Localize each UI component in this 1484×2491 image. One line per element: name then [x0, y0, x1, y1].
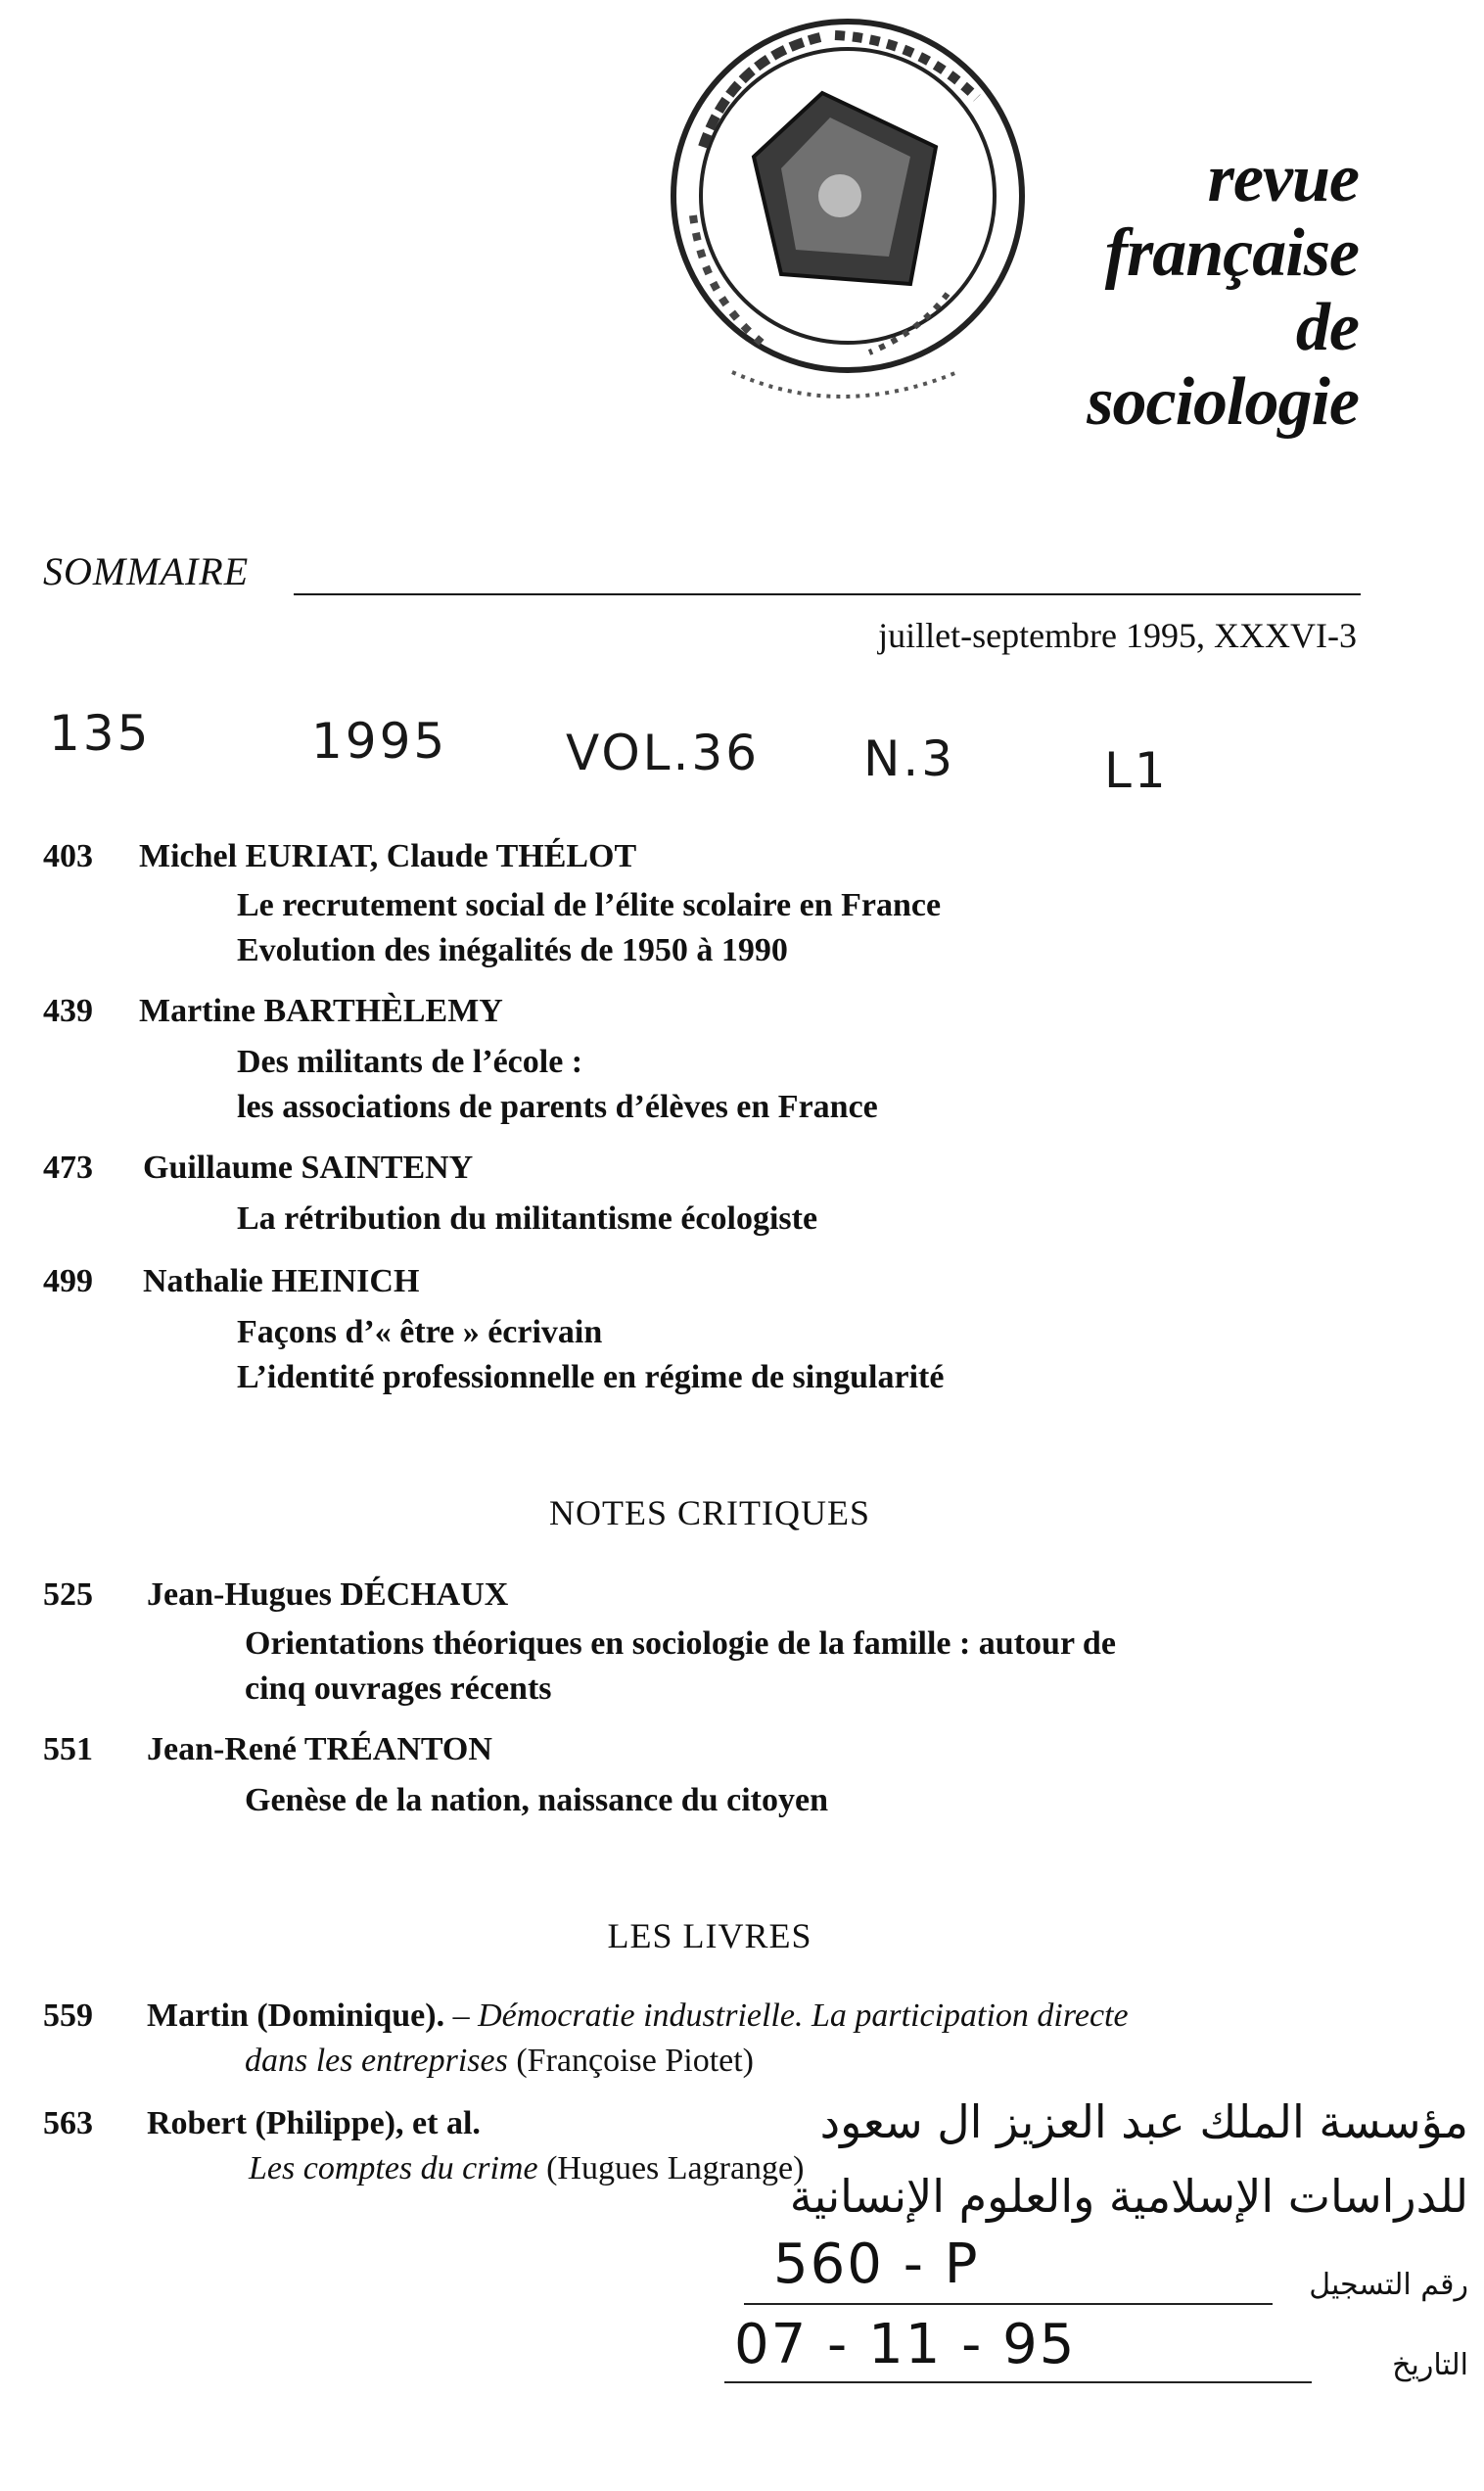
journal-title-line: sociologie	[1087, 364, 1359, 440]
article-page-number: 473	[43, 1150, 93, 1186]
handwritten-shelf: L1	[1104, 742, 1169, 799]
registration-date: 07 - 11 - 95	[734, 2313, 1077, 2376]
book-review-line	[249, 2150, 804, 2187]
article-title	[237, 1310, 1363, 1400]
library-subtitle: للدراسات الإسلامية والعلوم الإنسانية	[789, 2170, 1468, 2223]
book-page-number: 563	[43, 2105, 93, 2141]
section-heading-notes-critiques: NOTES CRITIQUES	[549, 1493, 870, 1532]
book-author: Robert (Philippe), et al.	[147, 2105, 481, 2141]
article-title-line: L’identité professionnelle en régime de singularité	[237, 1359, 945, 1395]
book-title: Les comptes du crime	[249, 2150, 538, 2186]
article-author: Michel EURIAT, Claude THÉLOT	[139, 838, 637, 874]
date-underline	[724, 2381, 1312, 2383]
sommaire-rule	[294, 593, 1361, 595]
book-author: Martin (Dominique).	[147, 1998, 445, 2034]
note-title	[245, 1622, 1370, 1712]
article-title-line: les associations de parents d’élèves en France	[237, 1089, 878, 1125]
article-title	[237, 1197, 1363, 1242]
section-heading-les-livres: LES LIVRES	[607, 1916, 812, 1955]
note-author: Jean-Hugues DÉCHAUX	[147, 1576, 509, 1613]
sommaire-heading: SOMMAIRE	[43, 549, 250, 593]
book-reviewer: (Hugues Lagrange)	[537, 2150, 805, 2186]
article-title	[237, 1040, 1363, 1130]
book-page-number: 559	[43, 1998, 93, 2034]
issue-date: juillet-septembre 1995, XXXVI-3	[878, 616, 1357, 655]
journal-title-line: revue	[1207, 141, 1359, 216]
handwritten-number: 135	[49, 705, 152, 762]
article-author: Nathalie HEINICH	[143, 1263, 420, 1299]
journal-title-line: française	[1104, 215, 1359, 291]
article-title-line: Façons d’« être » écrivain	[237, 1314, 603, 1350]
handwritten-issue: N.3	[863, 730, 956, 787]
note-title-line: cinq ouvrages récents	[245, 1670, 552, 1707]
book-reviewer: (Françoise Piotet)	[507, 2043, 755, 2079]
note-page-number: 525	[43, 1576, 93, 1613]
note-title-line: Genèse de la nation, naissance du citoyen	[245, 1782, 828, 1818]
article-author: Guillaume SAINTENY	[143, 1150, 474, 1186]
book-dash: –	[444, 1998, 479, 2034]
circular-seal-stamp	[595, 0, 1065, 431]
note-page-number: 551	[43, 1731, 93, 1767]
date-label: التاريخ	[1392, 2348, 1468, 2382]
article-title-line: Le recrutement social de l’élite scolaire en France	[237, 887, 942, 923]
note-author: Jean-René TRÉANTON	[147, 1731, 492, 1767]
handwritten-volume: VOL.36	[566, 725, 761, 781]
article-page-number: 403	[43, 838, 93, 874]
article-page-number: 499	[43, 1263, 93, 1299]
library-name: مؤسسة الملك عبد العزيز ال سعود	[819, 2095, 1468, 2148]
article-title-line: Evolution des inégalités de 1950 à 1990	[237, 932, 788, 968]
article-author: Martine BARTHÈLEMY	[139, 993, 503, 1029]
registration-number: 560 - P	[773, 2232, 980, 2296]
book-review-line	[245, 2043, 754, 2080]
article-title-line: La rétribution du militantisme écologiste	[237, 1200, 818, 1237]
registration-underline	[744, 2303, 1273, 2305]
article-title-line: Des militants de l’école :	[237, 1044, 583, 1080]
article-page-number: 439	[43, 993, 93, 1029]
handwritten-year: 1995	[311, 713, 448, 770]
note-title	[245, 1778, 1370, 1823]
article-title	[237, 883, 1363, 973]
book-title: Démocratie industrielle. La participation directe	[478, 1998, 1129, 2034]
journal-title	[1087, 142, 1359, 440]
registration-label: رقم التسجيل	[1309, 2268, 1468, 2302]
journal-title-line: de	[1295, 290, 1359, 365]
book-review-line	[147, 1998, 1380, 2035]
book-title: dans les entreprises	[245, 2043, 508, 2079]
note-title-line: Orientations théoriques en sociologie de la famille : autour de	[245, 1625, 1116, 1662]
